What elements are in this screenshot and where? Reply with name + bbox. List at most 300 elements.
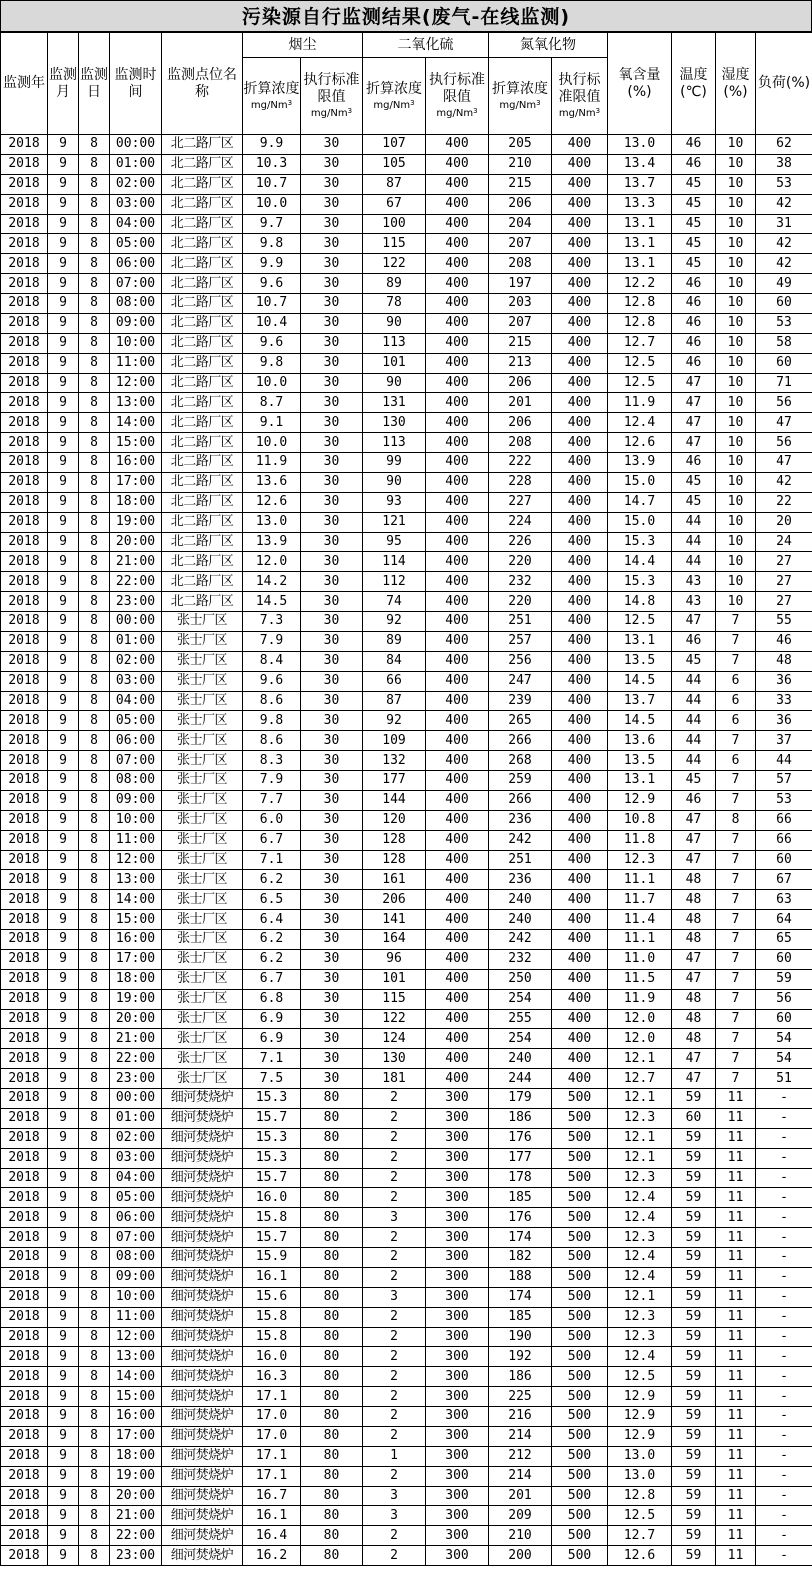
cell-nox-limit: 400	[552, 731, 608, 751]
cell-month: 9	[48, 1208, 79, 1228]
cell-oxygen: 12.5	[608, 373, 672, 393]
cell-site: 张士厂区	[162, 890, 243, 910]
table-row	[1, 671, 812, 691]
cell-so2-limit: 300	[426, 1228, 489, 1248]
cell-nox-limit: 400	[552, 870, 608, 890]
cell-temperature: 59	[672, 1446, 716, 1466]
cell-load: 63	[756, 890, 812, 910]
cell-month: 9	[48, 949, 79, 969]
cell-month: 9	[48, 989, 79, 1009]
cell-time: 12:00	[110, 373, 162, 393]
cell-load: 42	[756, 234, 812, 254]
cell-day: 8	[79, 1108, 110, 1128]
cell-nox-conc: 182	[489, 1248, 552, 1268]
cell-humidity: 7	[716, 771, 756, 791]
cell-load: 36	[756, 711, 812, 731]
cell-month: 9	[48, 1108, 79, 1128]
cell-oxygen: 11.9	[608, 989, 672, 1009]
table-row	[1, 552, 812, 572]
cell-dust-conc: 17.1	[243, 1446, 301, 1466]
cell-dust-limit: 80	[301, 1526, 363, 1546]
header-oxygen: 氧含量(%)	[608, 33, 672, 135]
cell-dust-limit: 30	[301, 353, 363, 373]
cell-nox-conc: 240	[489, 1049, 552, 1069]
cell-temperature: 48	[672, 1029, 716, 1049]
cell-nox-limit: 400	[552, 1049, 608, 1069]
cell-humidity: 10	[716, 135, 756, 155]
cell-so2-limit: 400	[426, 532, 489, 552]
cell-nox-limit: 400	[552, 711, 608, 731]
cell-month: 9	[48, 313, 79, 333]
cell-so2-limit: 300	[426, 1347, 489, 1367]
cell-nox-limit: 400	[552, 771, 608, 791]
cell-day: 8	[79, 810, 110, 830]
table-row	[1, 1486, 812, 1506]
cell-year: 2018	[1, 969, 48, 989]
cell-load: -	[756, 1466, 812, 1486]
cell-humidity: 10	[716, 194, 756, 214]
table-row	[1, 1267, 812, 1287]
cell-nox-limit: 400	[552, 830, 608, 850]
cell-nox-limit: 400	[552, 751, 608, 771]
cell-so2-limit: 400	[426, 989, 489, 1009]
table-row	[1, 194, 812, 214]
cell-month: 9	[48, 612, 79, 632]
cell-humidity: 11	[716, 1208, 756, 1228]
cell-oxygen: 12.4	[608, 1267, 672, 1287]
cell-humidity: 11	[716, 1148, 756, 1168]
cell-oxygen: 12.9	[608, 1387, 672, 1407]
cell-temperature: 59	[672, 1228, 716, 1248]
cell-nox-conc: 215	[489, 174, 552, 194]
cell-nox-limit: 500	[552, 1426, 608, 1446]
header-so2-limit	[426, 58, 489, 135]
cell-so2-conc: 2	[363, 1168, 426, 1188]
cell-nox-conc: 186	[489, 1367, 552, 1387]
cell-time: 05:00	[110, 1188, 162, 1208]
cell-day: 8	[79, 1228, 110, 1248]
cell-day: 8	[79, 790, 110, 810]
cell-dust-conc: 15.8	[243, 1307, 301, 1327]
cell-nox-limit: 400	[552, 910, 608, 930]
cell-load: -	[756, 1208, 812, 1228]
cell-site: 张士厂区	[162, 810, 243, 830]
table-row	[1, 790, 812, 810]
cell-temperature: 59	[672, 1287, 716, 1307]
cell-day: 8	[79, 651, 110, 671]
cell-so2-limit: 300	[426, 1446, 489, 1466]
cell-month: 9	[48, 771, 79, 791]
cell-dust-limit: 80	[301, 1486, 363, 1506]
cell-year: 2018	[1, 294, 48, 314]
cell-day: 8	[79, 1347, 110, 1367]
cell-humidity: 11	[716, 1367, 756, 1387]
cell-nox-conc: 207	[489, 313, 552, 333]
cell-humidity: 7	[716, 631, 756, 651]
cell-dust-limit: 80	[301, 1108, 363, 1128]
cell-site: 张士厂区	[162, 989, 243, 1009]
cell-nox-conc: 208	[489, 254, 552, 274]
cell-nox-conc: 236	[489, 810, 552, 830]
cell-year: 2018	[1, 1407, 48, 1427]
cell-temperature: 45	[672, 174, 716, 194]
cell-day: 8	[79, 1009, 110, 1029]
table-row	[1, 711, 812, 731]
cell-temperature: 44	[672, 751, 716, 771]
cell-nox-limit: 400	[552, 691, 608, 711]
cell-month: 9	[48, 810, 79, 830]
cell-year: 2018	[1, 254, 48, 274]
cell-so2-conc: 1	[363, 1446, 426, 1466]
cell-dust-limit: 30	[301, 472, 363, 492]
cell-month: 9	[48, 353, 79, 373]
cell-dust-conc: 15.6	[243, 1287, 301, 1307]
cell-site: 北二路厂区	[162, 333, 243, 353]
cell-year: 2018	[1, 592, 48, 612]
cell-nox-limit: 400	[552, 810, 608, 830]
table-row	[1, 910, 812, 930]
cell-dust-conc: 10.4	[243, 313, 301, 333]
cell-humidity: 11	[716, 1347, 756, 1367]
cell-nox-limit: 400	[552, 532, 608, 552]
cell-humidity: 6	[716, 691, 756, 711]
cell-nox-conc: 220	[489, 552, 552, 572]
cell-time: 14:00	[110, 890, 162, 910]
cell-nox-limit: 500	[552, 1486, 608, 1506]
cell-site: 北二路厂区	[162, 214, 243, 234]
cell-dust-conc: 16.4	[243, 1526, 301, 1546]
cell-day: 8	[79, 671, 110, 691]
cell-oxygen: 12.6	[608, 433, 672, 453]
cell-dust-conc: 17.0	[243, 1407, 301, 1427]
cell-temperature: 47	[672, 413, 716, 433]
cell-humidity: 7	[716, 830, 756, 850]
cell-so2-limit: 300	[426, 1426, 489, 1446]
cell-so2-conc: 90	[363, 472, 426, 492]
cell-humidity: 7	[716, 910, 756, 930]
cell-nox-limit: 400	[552, 214, 608, 234]
table-row	[1, 592, 812, 612]
cell-year: 2018	[1, 194, 48, 214]
cell-so2-conc: 2	[363, 1248, 426, 1268]
cell-time: 07:00	[110, 751, 162, 771]
cell-day: 8	[79, 135, 110, 155]
cell-nox-limit: 400	[552, 333, 608, 353]
cell-humidity: 11	[716, 1188, 756, 1208]
header-conc-label: 折算浓度	[243, 80, 300, 97]
cell-nox-conc: 266	[489, 790, 552, 810]
header-limit-label: 执行标准限值	[558, 72, 601, 105]
cell-so2-limit: 400	[426, 1049, 489, 1069]
cell-site: 张士厂区	[162, 969, 243, 989]
header-time: 监测时间	[110, 33, 162, 135]
header-unit: mg/Nm$^3$	[310, 107, 353, 119]
table-row	[1, 453, 812, 473]
cell-nox-limit: 500	[552, 1327, 608, 1347]
cell-nox-limit: 500	[552, 1108, 608, 1128]
cell-nox-limit: 400	[552, 433, 608, 453]
cell-month: 9	[48, 393, 79, 413]
cell-so2-conc: 99	[363, 453, 426, 473]
cell-month: 9	[48, 731, 79, 751]
cell-temperature: 46	[672, 135, 716, 155]
cell-nox-conc: 201	[489, 1486, 552, 1506]
cell-month: 9	[48, 274, 79, 294]
table-row	[1, 1208, 812, 1228]
cell-oxygen: 12.1	[608, 1128, 672, 1148]
header-limit-label: 执行标准限值	[303, 72, 360, 105]
cell-load: -	[756, 1148, 812, 1168]
cell-dust-conc: 6.2	[243, 949, 301, 969]
cell-nox-limit: 400	[552, 234, 608, 254]
cell-load: 56	[756, 433, 812, 453]
cell-oxygen: 12.5	[608, 612, 672, 632]
cell-site: 细河焚烧炉	[162, 1506, 243, 1526]
cell-humidity: 7	[716, 969, 756, 989]
cell-nox-limit: 500	[552, 1387, 608, 1407]
cell-day: 8	[79, 711, 110, 731]
cell-so2-conc: 93	[363, 492, 426, 512]
cell-nox-limit: 400	[552, 949, 608, 969]
cell-time: 18:00	[110, 492, 162, 512]
cell-nox-conc: 206	[489, 373, 552, 393]
table-row	[1, 1168, 812, 1188]
table-row	[1, 1446, 812, 1466]
cell-nox-limit: 400	[552, 174, 608, 194]
table-row	[1, 333, 812, 353]
cell-oxygen: 12.8	[608, 294, 672, 314]
cell-oxygen: 13.1	[608, 234, 672, 254]
cell-dust-limit: 80	[301, 1387, 363, 1407]
cell-humidity: 11	[716, 1407, 756, 1427]
cell-day: 8	[79, 234, 110, 254]
cell-year: 2018	[1, 1228, 48, 1248]
cell-day: 8	[79, 1208, 110, 1228]
cell-temperature: 47	[672, 612, 716, 632]
cell-dust-conc: 7.9	[243, 631, 301, 651]
cell-dust-limit: 80	[301, 1347, 363, 1367]
cell-month: 9	[48, 333, 79, 353]
cell-year: 2018	[1, 413, 48, 433]
cell-oxygen: 11.7	[608, 890, 672, 910]
cell-humidity: 10	[716, 592, 756, 612]
cell-humidity: 10	[716, 174, 756, 194]
cell-time: 08:00	[110, 771, 162, 791]
cell-temperature: 45	[672, 234, 716, 254]
cell-load: 53	[756, 313, 812, 333]
cell-temperature: 59	[672, 1128, 716, 1148]
cell-oxygen: 14.5	[608, 711, 672, 731]
cell-so2-conc: 67	[363, 194, 426, 214]
cell-year: 2018	[1, 1307, 48, 1327]
cell-nox-conc: 201	[489, 393, 552, 413]
cell-time: 01:00	[110, 154, 162, 174]
cell-time: 10:00	[110, 1287, 162, 1307]
table-body	[1, 135, 812, 1566]
cell-day: 8	[79, 1506, 110, 1526]
cell-nox-limit: 500	[552, 1407, 608, 1427]
cell-so2-conc: 112	[363, 572, 426, 592]
cell-time: 19:00	[110, 989, 162, 1009]
cell-temperature: 45	[672, 194, 716, 214]
cell-month: 9	[48, 1029, 79, 1049]
cell-oxygen: 12.3	[608, 1168, 672, 1188]
cell-oxygen: 12.4	[608, 413, 672, 433]
cell-year: 2018	[1, 731, 48, 751]
cell-load: -	[756, 1347, 812, 1367]
cell-nox-conc: 174	[489, 1287, 552, 1307]
cell-oxygen: 12.2	[608, 274, 672, 294]
cell-nox-limit: 400	[552, 512, 608, 532]
cell-day: 8	[79, 1287, 110, 1307]
cell-dust-limit: 30	[301, 612, 363, 632]
cell-oxygen: 10.8	[608, 810, 672, 830]
cell-so2-limit: 300	[426, 1267, 489, 1287]
cell-year: 2018	[1, 1426, 48, 1446]
cell-dust-conc: 13.0	[243, 512, 301, 532]
cell-humidity: 7	[716, 1069, 756, 1089]
cell-temperature: 45	[672, 492, 716, 512]
cell-site: 张士厂区	[162, 1069, 243, 1089]
cell-humidity: 10	[716, 333, 756, 353]
cell-nox-conc: 232	[489, 572, 552, 592]
cell-nox-limit: 400	[552, 631, 608, 651]
cell-nox-conc: 212	[489, 1446, 552, 1466]
cell-dust-conc: 9.1	[243, 413, 301, 433]
cell-time: 06:00	[110, 1208, 162, 1228]
table-row	[1, 930, 812, 950]
cell-temperature: 46	[672, 274, 716, 294]
cell-nox-conc: 176	[489, 1128, 552, 1148]
cell-temperature: 59	[672, 1546, 716, 1566]
table-row	[1, 1228, 812, 1248]
cell-so2-conc: 141	[363, 910, 426, 930]
cell-nox-conc: 220	[489, 592, 552, 612]
cell-humidity: 10	[716, 294, 756, 314]
cell-nox-conc: 210	[489, 154, 552, 174]
cell-dust-conc: 16.1	[243, 1506, 301, 1526]
cell-dust-limit: 30	[301, 989, 363, 1009]
cell-month: 9	[48, 1426, 79, 1446]
cell-humidity: 7	[716, 651, 756, 671]
cell-load: 59	[756, 969, 812, 989]
cell-oxygen: 12.3	[608, 1108, 672, 1128]
cell-so2-conc: 3	[363, 1486, 426, 1506]
header-unit: mg/Nm$^3$	[558, 107, 601, 119]
cell-day: 8	[79, 1188, 110, 1208]
cell-so2-conc: 2	[363, 1526, 426, 1546]
cell-humidity: 10	[716, 353, 756, 373]
cell-load: 44	[756, 751, 812, 771]
cell-site: 细河焚烧炉	[162, 1128, 243, 1148]
cell-temperature: 59	[672, 1168, 716, 1188]
cell-year: 2018	[1, 1108, 48, 1128]
cell-site: 细河焚烧炉	[162, 1466, 243, 1486]
cell-temperature: 47	[672, 373, 716, 393]
cell-load: 57	[756, 771, 812, 791]
cell-time: 06:00	[110, 731, 162, 751]
cell-year: 2018	[1, 1009, 48, 1029]
cell-year: 2018	[1, 393, 48, 413]
cell-temperature: 45	[672, 771, 716, 791]
cell-so2-limit: 400	[426, 472, 489, 492]
cell-nox-conc: 240	[489, 890, 552, 910]
cell-nox-conc: 251	[489, 850, 552, 870]
cell-time: 12:00	[110, 1327, 162, 1347]
cell-temperature: 48	[672, 910, 716, 930]
cell-dust-limit: 80	[301, 1148, 363, 1168]
cell-so2-limit: 400	[426, 294, 489, 314]
cell-temperature: 60	[672, 1108, 716, 1128]
cell-time: 02:00	[110, 174, 162, 194]
cell-nox-limit: 400	[552, 492, 608, 512]
cell-load: 47	[756, 453, 812, 473]
cell-load: 27	[756, 552, 812, 572]
cell-dust-limit: 80	[301, 1426, 363, 1446]
cell-load: -	[756, 1248, 812, 1268]
cell-so2-conc: 114	[363, 552, 426, 572]
cell-month: 9	[48, 969, 79, 989]
cell-oxygen: 12.4	[608, 1347, 672, 1367]
cell-so2-conc: 115	[363, 234, 426, 254]
cell-day: 8	[79, 850, 110, 870]
cell-month: 9	[48, 910, 79, 930]
cell-nox-limit: 400	[552, 850, 608, 870]
cell-nox-limit: 500	[552, 1526, 608, 1546]
cell-month: 9	[48, 1407, 79, 1427]
cell-site: 细河焚烧炉	[162, 1327, 243, 1347]
cell-load: 48	[756, 651, 812, 671]
cell-dust-conc: 6.5	[243, 890, 301, 910]
cell-site: 细河焚烧炉	[162, 1446, 243, 1466]
table-row	[1, 651, 812, 671]
cell-time: 00:00	[110, 1089, 162, 1109]
cell-nox-limit: 400	[552, 194, 608, 214]
header-unit: mg/Nm$^3$	[436, 107, 478, 119]
cell-time: 01:00	[110, 1108, 162, 1128]
cell-site: 细河焚烧炉	[162, 1188, 243, 1208]
cell-nox-conc: 232	[489, 949, 552, 969]
table-row	[1, 1307, 812, 1327]
cell-load: 42	[756, 472, 812, 492]
cell-dust-conc: 7.3	[243, 612, 301, 632]
cell-dust-conc: 12.0	[243, 552, 301, 572]
cell-dust-limit: 30	[301, 433, 363, 453]
cell-time: 18:00	[110, 969, 162, 989]
cell-day: 8	[79, 1029, 110, 1049]
header-dust-conc	[243, 58, 301, 135]
table-row	[1, 1108, 812, 1128]
cell-time: 09:00	[110, 313, 162, 333]
cell-month: 9	[48, 472, 79, 492]
report-title: 污染源自行监测结果(废气-在线监测)	[0, 0, 812, 32]
cell-oxygen: 11.8	[608, 830, 672, 850]
cell-so2-limit: 400	[426, 771, 489, 791]
cell-humidity: 11	[716, 1387, 756, 1407]
table-row	[1, 1426, 812, 1446]
cell-temperature: 46	[672, 313, 716, 333]
cell-dust-limit: 30	[301, 1049, 363, 1069]
cell-site: 张士厂区	[162, 790, 243, 810]
cell-dust-conc: 15.7	[243, 1108, 301, 1128]
cell-year: 2018	[1, 1049, 48, 1069]
cell-temperature: 45	[672, 651, 716, 671]
cell-site: 细河焚烧炉	[162, 1248, 243, 1268]
cell-humidity: 11	[716, 1089, 756, 1109]
cell-temperature: 46	[672, 790, 716, 810]
cell-dust-limit: 30	[301, 1029, 363, 1049]
cell-site: 北二路厂区	[162, 492, 243, 512]
